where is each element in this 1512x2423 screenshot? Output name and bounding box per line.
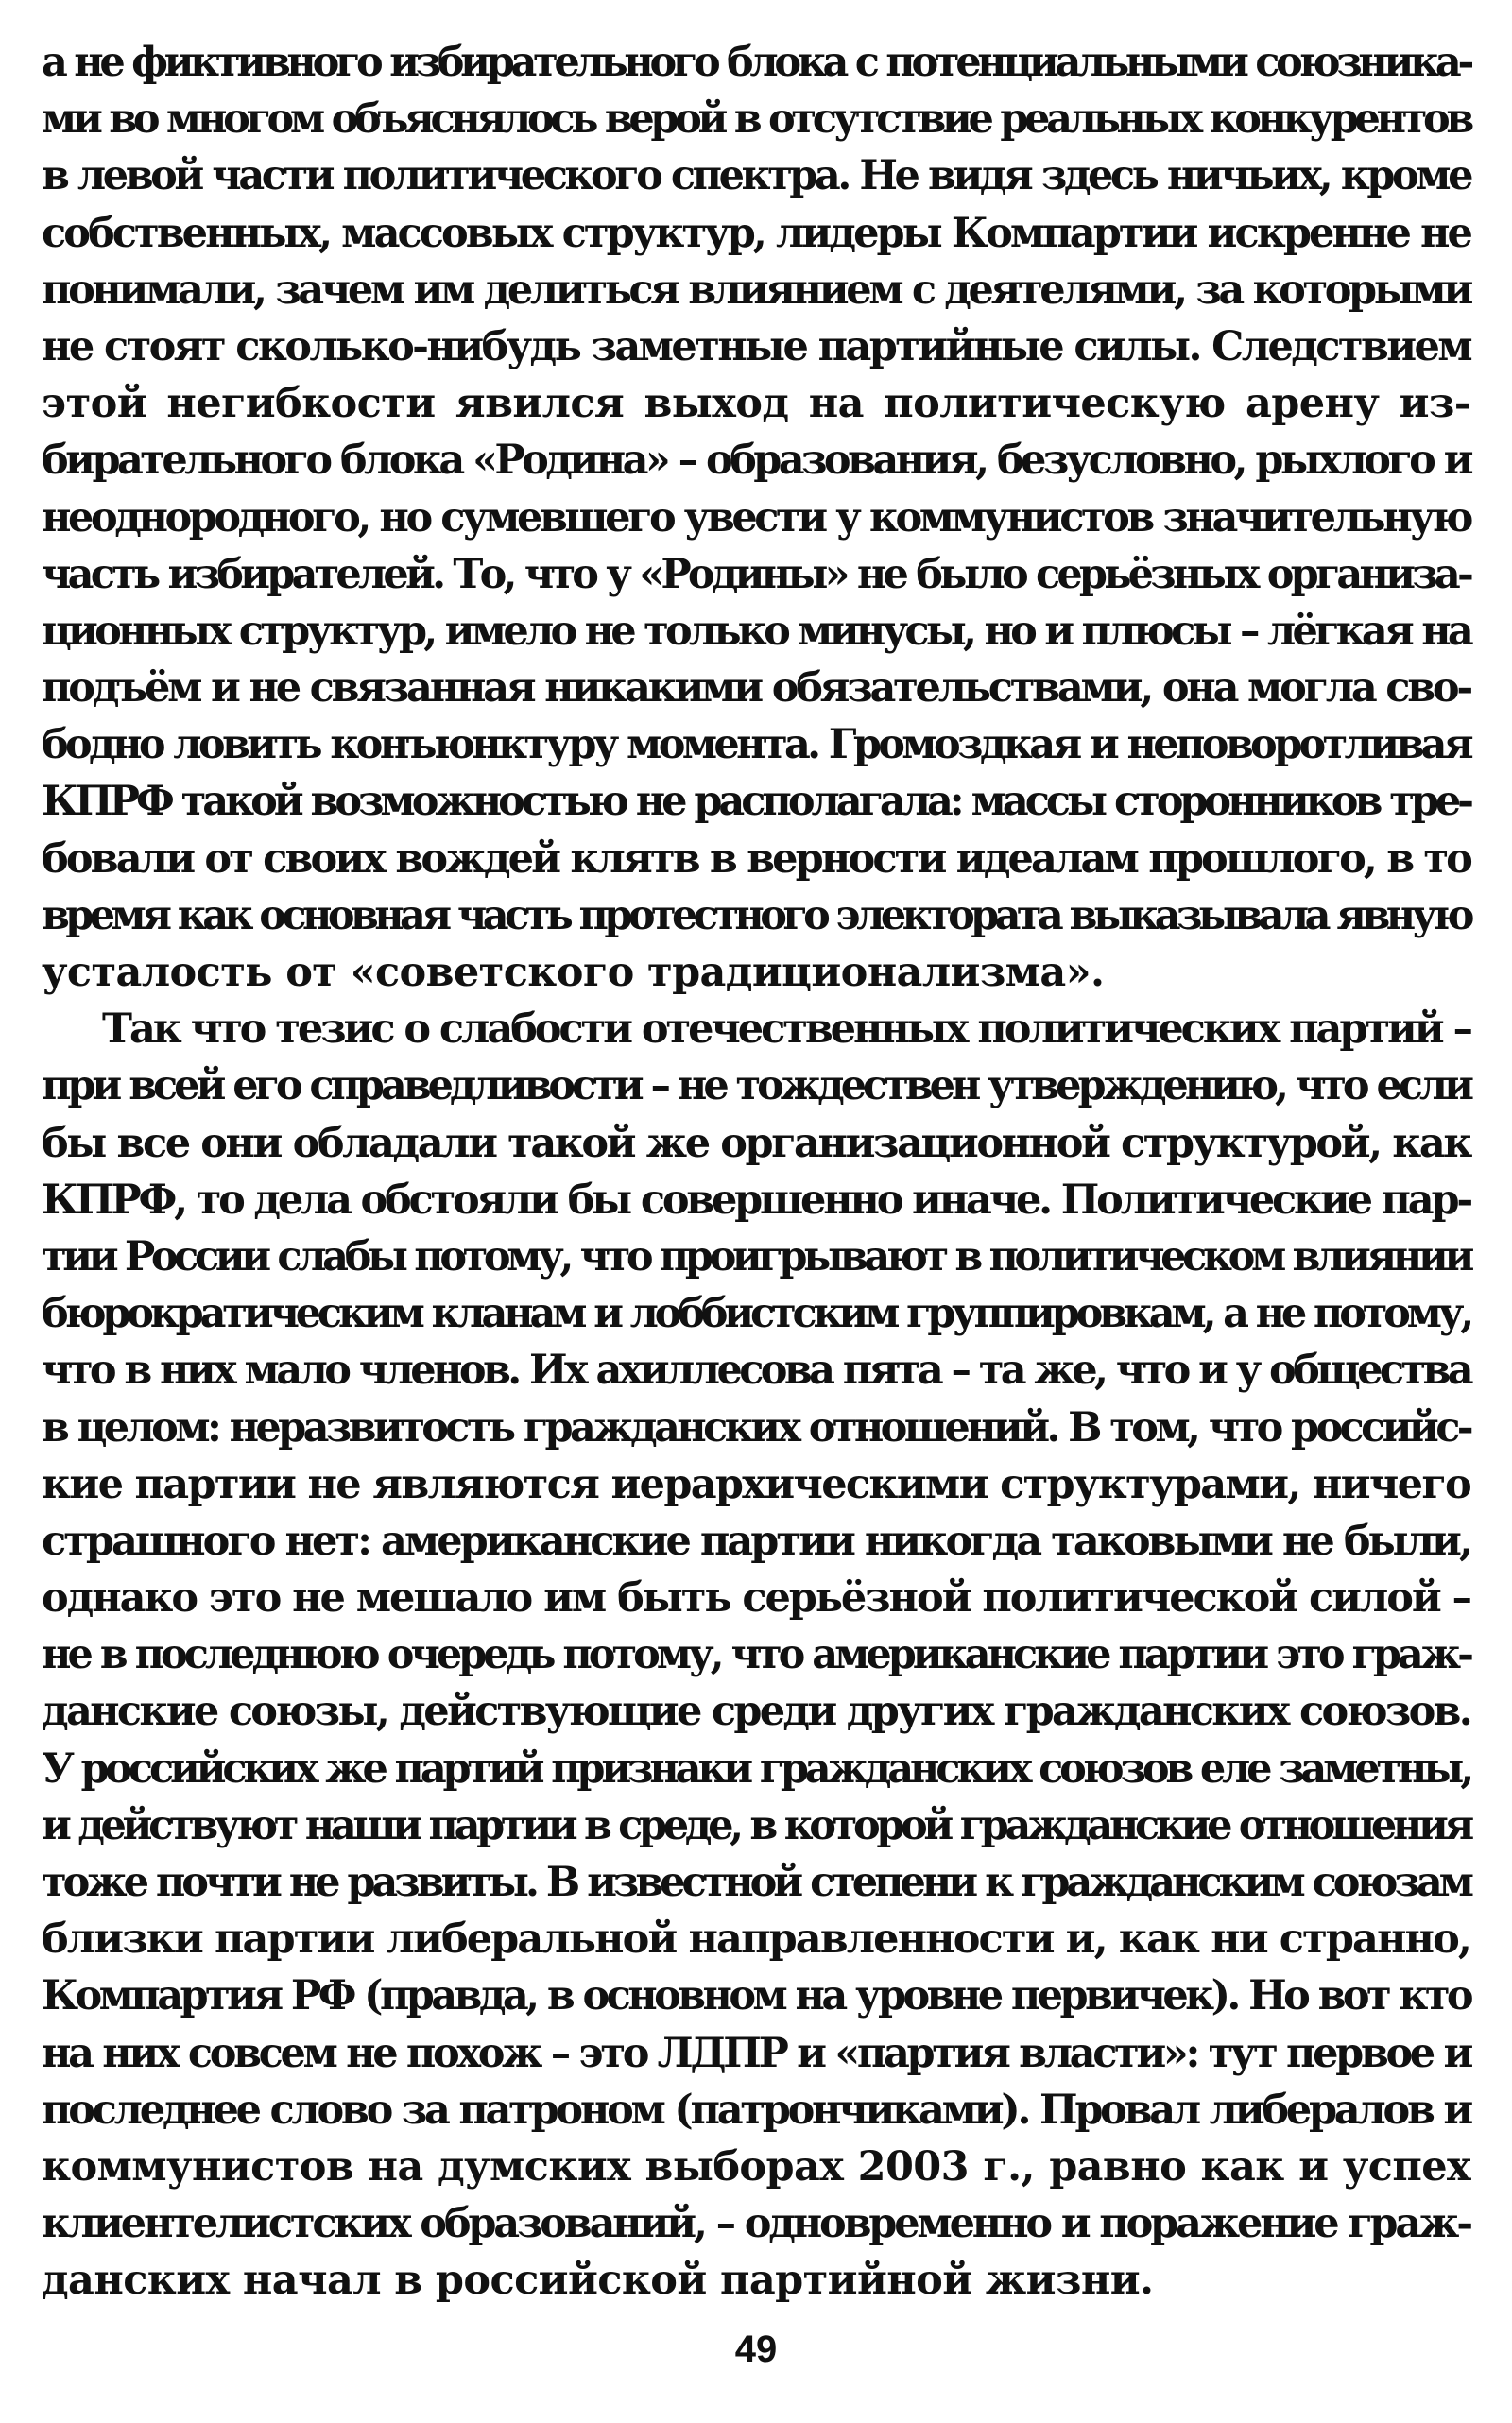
text-line: при всей его справедливости – не тождествен утверждению, что если	[42, 1062, 1470, 1110]
text-line: коммунистов на думских выборах 2003 г., равно как и успех	[42, 2142, 1470, 2191]
text-line: не стоят сколько-нибудь заметные партийные силы. Следствием	[42, 322, 1470, 370]
text-line: тоже почти не развиты. В известной степени к гражданским союзам	[42, 1859, 1470, 1906]
text-line: бодно ловить конъюнктуру момента. Громоздкая и неповоротливая	[42, 721, 1470, 769]
text-line: собственных, массовых структур, лидеры Компартии искренне не	[42, 209, 1470, 257]
paragraph-1	[42, 34, 1470, 1001]
text-line: кие партии не являются иерархическими структурами, ничего	[42, 1460, 1470, 1508]
text-line: часть избирателей. То, что у «Родины» не было серьёзных организа-	[42, 550, 1470, 598]
text-line: бирательного блока «Родина» – образования, безусловно, рыхлого и	[42, 437, 1470, 485]
text-line: время как основная часть протестного электората выказывала явную	[42, 891, 1470, 939]
text-line: близки партии либеральной направленности и, как ни странно,	[42, 1916, 1470, 1964]
text-line: бюрократическим кланам и лоббистским группировкам, а не потому,	[42, 1290, 1470, 1338]
text-line: данских начал в российской партийной жизни.	[42, 2257, 1154, 2305]
text-line: а не фиктивного избирательного блока с потенциальными союзника-	[42, 39, 1470, 86]
text-line: и действуют наши партии в среде, в которой гражданские отношения	[42, 1801, 1470, 1849]
text-line: данские союзы, действующие среди других гражданских союзов.	[42, 1688, 1470, 1736]
text-line: страшного нет: американские партии никогда таковыми не были,	[42, 1517, 1470, 1565]
text-line: КПРФ такой возможностью не располагала: массы сторонников тре-	[42, 778, 1470, 826]
text-line: ми во многом объяснялось верой в отсутствие реальных конкурентов	[42, 95, 1470, 144]
text-line: Компартия РФ (правда, в основном на уровне первичек). Но вот кто	[42, 1972, 1470, 2020]
text-line: клиентелистских образований, – одновременно и поражение граж-	[42, 2200, 1470, 2248]
text-line: однако это не мешало им быть серьёзной политической силой –	[42, 1574, 1470, 1623]
text-line: понимали, зачем им делиться влиянием с деятелями, за которыми	[42, 266, 1470, 314]
text-line: тии России слабы потому, что проигрывают в политическом влиянии	[42, 1232, 1470, 1280]
text-line: усталость от «советского традиционализма».	[42, 949, 1105, 996]
text-line: бы все они обладали такой же организационной структурой, как	[42, 1119, 1470, 1167]
text-line: неоднородного, но сумевшего увести у коммунистов значительную	[42, 493, 1470, 541]
text-line: не в последнюю очередь потому, что американские партии это граж-	[42, 1631, 1470, 1679]
text-line: ционных структур, имело не только минусы, но и плюсы – лёгкая на	[42, 607, 1470, 655]
text-line: этой негибкости явился выход на политическую арену из-	[42, 380, 1470, 428]
text-line: в левой части политического спектра. Не видя здесь ничьих, кроме	[42, 152, 1470, 200]
page-body	[42, 34, 1470, 2310]
text-line: бовали от своих вождей клятв в верности идеалам прошлого, в то	[42, 834, 1470, 883]
text-line: на них совсем не похож – это ЛДПР и «партия власти»: тут первое и	[42, 2029, 1470, 2077]
page-number: 49	[734, 2328, 778, 2370]
paragraph-2	[42, 1001, 1470, 2309]
text-line: У российских же партий признаки гражданских союзов еле заметны,	[42, 1744, 1470, 1793]
text-line: последнее слово за патроном (патрончиками). Провал либералов и	[42, 2086, 1470, 2134]
text-line: что в них мало членов. Их ахиллесова пята – та же, что и у общества	[42, 1347, 1470, 1395]
text-line: Так что тезис о слабости отечественных политических партий –	[102, 1005, 1470, 1054]
text-line: в целом: неразвитость гражданских отношений. В том, что российс-	[42, 1403, 1470, 1452]
text-line: подъём и не связанная никакими обязательствами, она могла сво-	[42, 664, 1470, 713]
text-line: КПРФ, то дела обстояли бы совершенно иначе. Политические пар-	[42, 1176, 1470, 1224]
